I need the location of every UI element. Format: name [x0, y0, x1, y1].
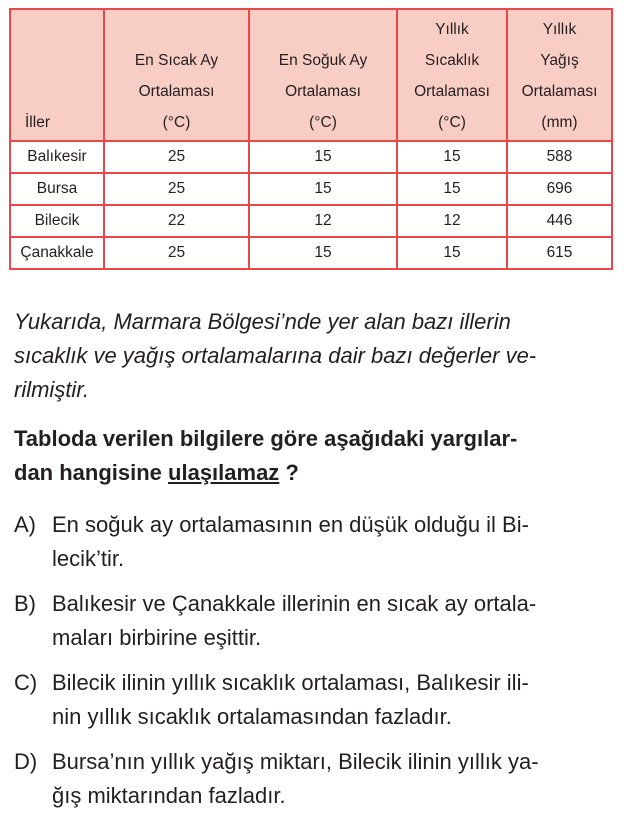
- header-line: (°C): [309, 114, 337, 131]
- cell-hottest: 25: [104, 141, 249, 173]
- cell-annual-temp: 15: [397, 237, 507, 269]
- table-row: [10, 141, 612, 173]
- header-annual-temp-avg: [397, 9, 507, 141]
- cell-hottest: 25: [104, 237, 249, 269]
- option-line: nin yıllık sıcaklık ortalamasından fazladır.: [52, 704, 452, 729]
- header-hottest-month-avg: [104, 9, 249, 141]
- table-row: [10, 205, 612, 237]
- cell-precip: 588: [507, 141, 612, 173]
- cell-city: Balıkesir: [10, 141, 104, 173]
- cell-coldest: 12: [249, 205, 397, 237]
- option-text: [52, 666, 614, 734]
- table-header-row: [10, 9, 612, 141]
- intro-line: Yukarıda, Marmara Bölgesi’nde yer alan bazı illerin: [14, 309, 511, 334]
- climate-table-container: [9, 8, 613, 270]
- option-a[interactable]: [14, 508, 614, 576]
- header-line: Yıllık: [542, 21, 577, 38]
- question-stem: [14, 422, 614, 490]
- option-text: [52, 587, 614, 655]
- header-line: Sıcaklık: [424, 52, 480, 69]
- option-line: maları birbirine eşittir.: [52, 625, 262, 650]
- header-line: (mm): [541, 114, 578, 131]
- header-line: Yıllık: [435, 21, 469, 38]
- question-mark: ?: [279, 460, 299, 485]
- climate-table: [9, 8, 613, 270]
- option-d[interactable]: [14, 745, 614, 813]
- cell-coldest: 15: [249, 141, 397, 173]
- answer-options: [14, 508, 614, 824]
- header-line: (°C): [162, 114, 191, 131]
- table-row: [10, 237, 612, 269]
- option-letter: C): [14, 670, 38, 695]
- header-line: Ortalaması: [521, 83, 598, 100]
- question-emphasis: ulaşılamaz: [168, 460, 280, 485]
- cell-coldest: 15: [249, 173, 397, 205]
- option-line: lecik’tir.: [52, 546, 125, 571]
- cell-precip: 696: [507, 173, 612, 205]
- header-coldest-month-avg: [249, 9, 397, 141]
- option-line: ğış miktarından fazladır.: [52, 783, 286, 808]
- cell-annual-temp: 15: [397, 141, 507, 173]
- cell-hottest: 22: [104, 205, 249, 237]
- option-letter: D): [14, 749, 38, 774]
- header-annual-precip-avg: [507, 9, 612, 141]
- option-b[interactable]: [14, 587, 614, 655]
- cell-city: Bursa: [10, 173, 104, 205]
- intro-line: rilmiştir.: [14, 377, 89, 402]
- header-cities: [10, 9, 104, 141]
- option-line: En soğuk ay ortalamasının en düşük olduğu il Bi-: [52, 512, 529, 537]
- cell-hottest: 25: [104, 173, 249, 205]
- option-letter: B): [14, 591, 36, 616]
- intro-line: sıcaklık ve yağış ortalamalarına dair bazı değerler ve-: [14, 343, 537, 368]
- option-text: [52, 508, 614, 576]
- option-letter: A): [14, 512, 36, 537]
- header-line: En Sıcak Ay: [134, 52, 219, 69]
- header-line: (°C): [438, 114, 466, 131]
- header-line: Ortalaması: [138, 83, 215, 100]
- cell-coldest: 15: [249, 237, 397, 269]
- table-row: [10, 173, 612, 205]
- cell-annual-temp: 15: [397, 173, 507, 205]
- option-text: [52, 745, 614, 813]
- cell-city: Çanakkale: [10, 237, 104, 269]
- option-c[interactable]: [14, 666, 614, 734]
- option-line: Bursa’nın yıllık yağış miktarı, Bilecik ilinin yıllık ya-: [52, 749, 539, 774]
- header-line: En Soğuk Ay: [278, 52, 368, 69]
- cell-city: Bilecik: [10, 205, 104, 237]
- option-line: Balıkesir ve Çanakkale illerinin en sıcak ay ortala-: [52, 591, 537, 616]
- header-line: İller: [25, 114, 50, 131]
- question-line: Tabloda verilen bilgilere göre aşağıdaki yargılar-: [14, 426, 518, 451]
- cell-precip: 446: [507, 205, 612, 237]
- header-line: Yağış: [540, 52, 579, 69]
- question-text: dan hangisine: [14, 460, 169, 485]
- intro-paragraph: [14, 305, 614, 407]
- option-line: Bilecik ilinin yıllık sıcaklık ortalaması, Balıkesir ili-: [52, 670, 529, 695]
- header-line: Ortalaması: [414, 83, 490, 100]
- question-line: [14, 456, 614, 490]
- cell-annual-temp: 12: [397, 205, 507, 237]
- cell-precip: 615: [507, 237, 612, 269]
- header-line: Ortalaması: [285, 83, 361, 100]
